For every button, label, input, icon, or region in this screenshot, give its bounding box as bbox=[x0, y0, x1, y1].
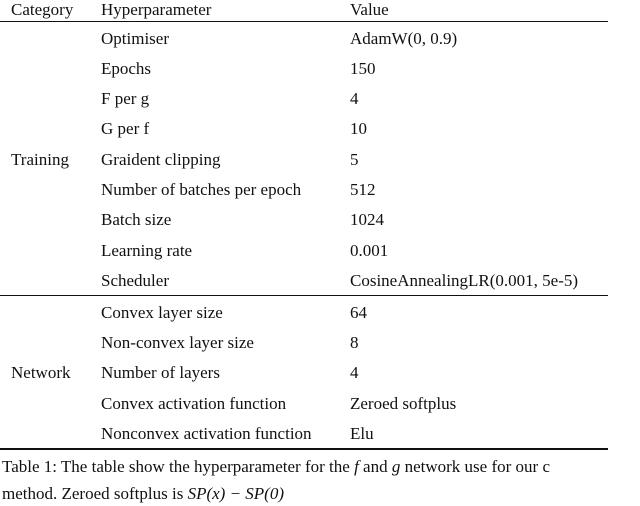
table-row-label: Epochs bbox=[101, 59, 152, 78]
caption-math-g: g bbox=[391, 457, 401, 476]
table-row-value: AdamW(0, 0.9) bbox=[350, 29, 458, 48]
category-training: Training bbox=[11, 150, 69, 169]
table-row-value: 4 bbox=[350, 89, 359, 108]
table-row-label: F per g bbox=[101, 89, 150, 108]
table-row-label: Number of layers bbox=[101, 363, 220, 382]
table-row-value: 4 bbox=[350, 363, 359, 382]
table-row-value: 8 bbox=[350, 333, 359, 352]
table-row-value: Elu bbox=[350, 424, 374, 443]
caption-math-f: f bbox=[354, 457, 359, 476]
caption-text: Table 1: The table show the hyperparameter for the bbox=[2, 457, 355, 476]
caption-text: method. Zeroed softplus is bbox=[2, 484, 188, 503]
table-row-label: Learning rate bbox=[101, 241, 193, 260]
header-hyperparameter: Hyperparameter bbox=[101, 0, 212, 19]
table-row-value: 512 bbox=[350, 180, 376, 199]
table-row-label: Convex activation function bbox=[101, 394, 287, 413]
table-row-value: 150 bbox=[350, 59, 376, 78]
category-network: Network bbox=[11, 363, 71, 382]
table-row-value: 1024 bbox=[350, 210, 384, 229]
header-category: Category bbox=[11, 0, 74, 19]
table-row-label: Graident clipping bbox=[101, 150, 221, 169]
table-row-value: 10 bbox=[350, 119, 367, 138]
caption-formula: SP(x) − SP(0) bbox=[187, 484, 284, 503]
table-row-label: Nonconvex activation function bbox=[101, 424, 312, 443]
caption-text: network use for our c bbox=[400, 457, 550, 476]
table-row-label: Number of batches per epoch bbox=[101, 180, 302, 199]
caption-line-1 bbox=[2, 457, 550, 477]
section-rule bbox=[0, 295, 608, 296]
table-row-label: Optimiser bbox=[101, 29, 169, 48]
table-row-value: 5 bbox=[350, 150, 359, 169]
caption-line-2 bbox=[2, 484, 284, 504]
table-row-label: Non-convex layer size bbox=[101, 333, 254, 352]
caption-text: and bbox=[358, 457, 392, 476]
table-row-value: Zeroed softplus bbox=[350, 394, 457, 413]
table-row-label: Scheduler bbox=[101, 271, 169, 290]
bottom-rule bbox=[0, 448, 608, 450]
table-row-value: CosineAnnealingLR(0.001, 5e-5) bbox=[350, 271, 579, 290]
table-row-label: Convex layer size bbox=[101, 303, 223, 322]
table-row-label: Batch size bbox=[101, 210, 172, 229]
table-row-value: 0.001 bbox=[350, 241, 389, 260]
header-rule bbox=[0, 21, 608, 22]
header-value: Value bbox=[350, 0, 389, 19]
table-row-value: 64 bbox=[350, 303, 367, 322]
table-row-label: G per f bbox=[101, 119, 150, 138]
